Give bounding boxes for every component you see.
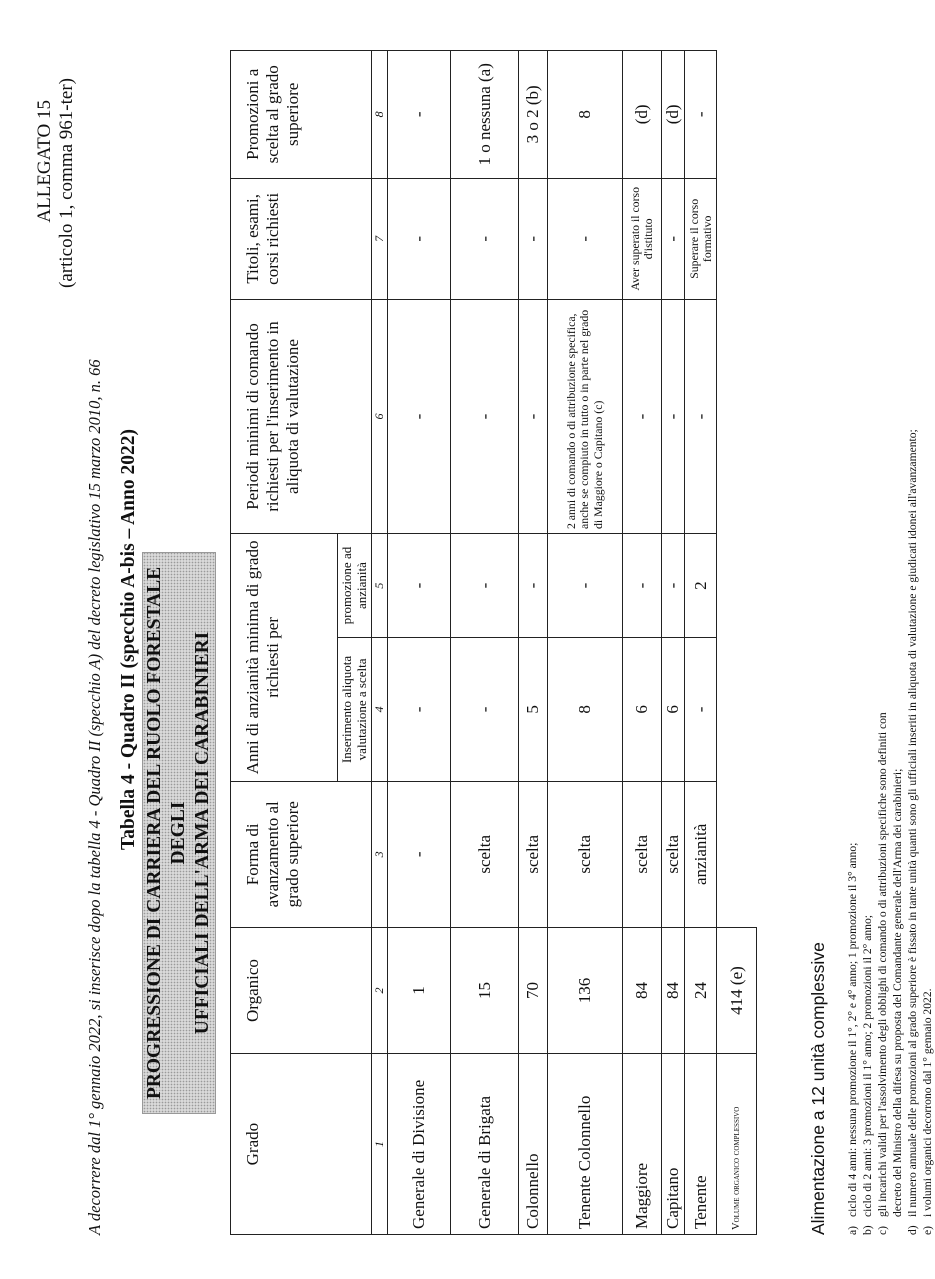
footnote-b: [860, 429, 875, 1235]
cell-inserimento: 6: [623, 638, 662, 782]
cell-titoli: -: [388, 178, 451, 299]
cell-anzianita: -: [451, 534, 519, 638]
column-number: 7: [372, 178, 388, 299]
table-row-generale-brigata: [451, 51, 519, 1235]
cell-inserimento: -: [388, 638, 451, 782]
cell-anzianita: -: [623, 534, 662, 638]
column-number: 8: [372, 51, 388, 179]
cell-forma: scelta: [451, 781, 519, 927]
cell-titoli: Aver superato il corso d'istituto: [623, 178, 662, 299]
footnote-a: [845, 429, 860, 1235]
cell-titoli: -: [548, 178, 623, 299]
cell-grado: Tenente Colonnello: [548, 1054, 623, 1235]
career-progression-table: [230, 50, 757, 1235]
cell-grado: Tenente: [685, 1054, 717, 1235]
column-number: 3: [372, 781, 388, 927]
cell-anzianita: 2: [685, 534, 717, 638]
cell-titoli: -: [662, 178, 685, 299]
table-row-colonnello: [519, 51, 548, 1235]
cell-forma: scelta: [519, 781, 548, 927]
table-title: Tabella 4 - Quadro II (specchio A-bis – Anno 2022): [118, 429, 139, 850]
footnote-e: [920, 429, 935, 1235]
column-number: 5: [372, 534, 388, 638]
title-box-line-2: UFFICIALI DELL'ARMA DEI CARABINIERI: [191, 631, 213, 1035]
cell-grado: Maggiore: [623, 1054, 662, 1235]
footnote-letter: b): [861, 1225, 875, 1235]
cell-organico: 84: [623, 927, 662, 1053]
cell-anzianita: -: [662, 534, 685, 638]
footnotes: [845, 429, 935, 1235]
articolo-reference: (articolo 1, comma 961-ter): [56, 78, 77, 288]
cell-forma: anzianità: [685, 781, 717, 927]
table-row-generale-divisione: [388, 51, 451, 1235]
cell-periodi: -: [623, 299, 662, 533]
cell-organico: 136: [548, 927, 623, 1053]
table-row-tenente: [685, 51, 717, 1235]
header-promozioni: Promozioni a scelta al grado superiore: [231, 51, 372, 179]
cell-promozioni: 3 o 2 (b): [519, 51, 548, 179]
footnote-letter: e): [921, 1225, 935, 1235]
cell-promozioni: (d): [662, 51, 685, 179]
cell-promozioni: (d): [623, 51, 662, 179]
subheader-inserimento-aliquota: Inserimento aliquota valutazione a scelta: [338, 638, 372, 782]
cell-periodi: -: [451, 299, 519, 533]
cell-grado: Generale di Divisione: [388, 1054, 451, 1235]
footnote-c: [875, 429, 890, 1235]
cell-periodi: -: [388, 299, 451, 533]
career-title-box: [142, 552, 216, 1114]
column-number: 1: [372, 1054, 388, 1235]
column-number-row: [372, 51, 388, 1235]
title-box-line-1: PROGRESSIONE DI CARRIERA DEL RUOLO FORESTALE DEGLI: [144, 566, 190, 1100]
cell-organico: 15: [451, 927, 519, 1053]
cell-titoli: Superare il corso formativo: [685, 178, 717, 299]
footnote-text: il numero annuale delle promozioni al grado superiore è fissato in tante unità quanti sono gli ufficiali inseriti in aliquota di valutazione e giudicati idonei all'avanzamento;: [906, 429, 920, 1217]
cell-grado: Colonnello: [519, 1054, 548, 1235]
alimentazione-text: Alimentazione a 12 unità complessive: [808, 942, 828, 1235]
footnote-letter: a): [846, 1225, 859, 1235]
column-number: 2: [372, 927, 388, 1053]
cell-organico: 70: [519, 927, 548, 1053]
header-forma-avanzamento: Forma di avanzamento al grado superiore: [231, 781, 372, 927]
header-grado: Grado: [231, 1054, 372, 1235]
cell-volume-value: 414 (e): [717, 927, 757, 1053]
cell-promozioni: -: [685, 51, 717, 179]
footnote-text: ciclo di 2 anni: 3 promozioni il 1° anno; 2 promozioni il 2° anno;: [861, 915, 875, 1217]
footnote-letter: c): [876, 1225, 890, 1235]
footnote-text: i volumi organici decorrono dal 1° gennaio 2022.: [921, 988, 935, 1217]
cell-grado: Generale di Brigata: [451, 1054, 519, 1235]
cell-forma: scelta: [662, 781, 685, 927]
cell-inserimento: -: [685, 638, 717, 782]
column-number: 6: [372, 299, 388, 533]
cell-titoli: -: [519, 178, 548, 299]
cell-inserimento: 8: [548, 638, 623, 782]
header-organico: Organico: [231, 927, 372, 1053]
footnote-c-continuation: decreto del Ministro della difesa su proposta del Comandante generale dell'Arma dei carabinieri;: [891, 768, 905, 1217]
header-titoli: Titoli, esami, corsi richiesti: [231, 178, 372, 299]
decorrere-intro: A decorrere dal 1° gennaio 2022, si inserisce dopo la tabella 4 - Quadro II (specchio A) del decreto legislativo 15 marzo 2010, n. 66: [85, 359, 104, 1235]
cell-forma: -: [388, 781, 451, 927]
cell-organico: 84: [662, 927, 685, 1053]
cell-anzianita: -: [388, 534, 451, 638]
cell-inserimento: 6: [662, 638, 685, 782]
cell-inserimento: 5: [519, 638, 548, 782]
footnote-d: [905, 429, 920, 1235]
table-row-capitano: [662, 51, 685, 1235]
cell-promozioni: -: [388, 51, 451, 179]
cell-inserimento: -: [451, 638, 519, 782]
cell-anzianita: -: [519, 534, 548, 638]
cell-promozioni: 1 o nessuna (a): [451, 51, 519, 179]
cell-promozioni: 8: [548, 51, 623, 179]
header-periodi-comando: Periodi minimi di comando richiesti per l'inserimento in aliquota di valutazione: [231, 299, 372, 533]
column-number: 4: [372, 638, 388, 782]
cell-forma: scelta: [623, 781, 662, 927]
cell-volume-label: Volume organico complessivo: [717, 1054, 757, 1235]
subheader-promozione-anzianita: promozione ad anzianità: [338, 534, 372, 638]
cell-periodi: -: [685, 299, 717, 533]
table-row-tenente-colonnello: [548, 51, 623, 1235]
cell-organico: 1: [388, 927, 451, 1053]
header-row: [231, 51, 338, 1235]
cell-periodi: -: [519, 299, 548, 533]
table-row-volume-organico: [717, 51, 757, 1235]
cell-forma: scelta: [548, 781, 623, 927]
table-row-maggiore: [623, 51, 662, 1235]
cell-grado: Capitano: [662, 1054, 685, 1235]
footnote-text: ciclo di 4 anni: nessuna promozione il 1°, 2° e 4° anno; 1 promozione il 3° anno;: [846, 842, 859, 1217]
cell-organico: 24: [685, 927, 717, 1053]
cell-titoli: -: [451, 178, 519, 299]
header-anni-anzianita: Anni di anzianità minima di grado richiesti per: [231, 534, 338, 782]
cell-anzianita: -: [548, 534, 623, 638]
footnote-text: gli incarichi validi per l'assolvimento degli obblighi di comando o di attribuzioni specifiche sono definiti con: [876, 712, 890, 1217]
footnote-letter: d): [906, 1225, 920, 1235]
allegato-label: ALLEGATO 15: [34, 100, 55, 223]
cell-periodi: -: [662, 299, 685, 533]
cell-periodi: 2 anni di comando o di attribuzione specifica, anche se compiuto in tutto o in parte nel grado di Maggiore o Capitano (c): [548, 299, 623, 533]
